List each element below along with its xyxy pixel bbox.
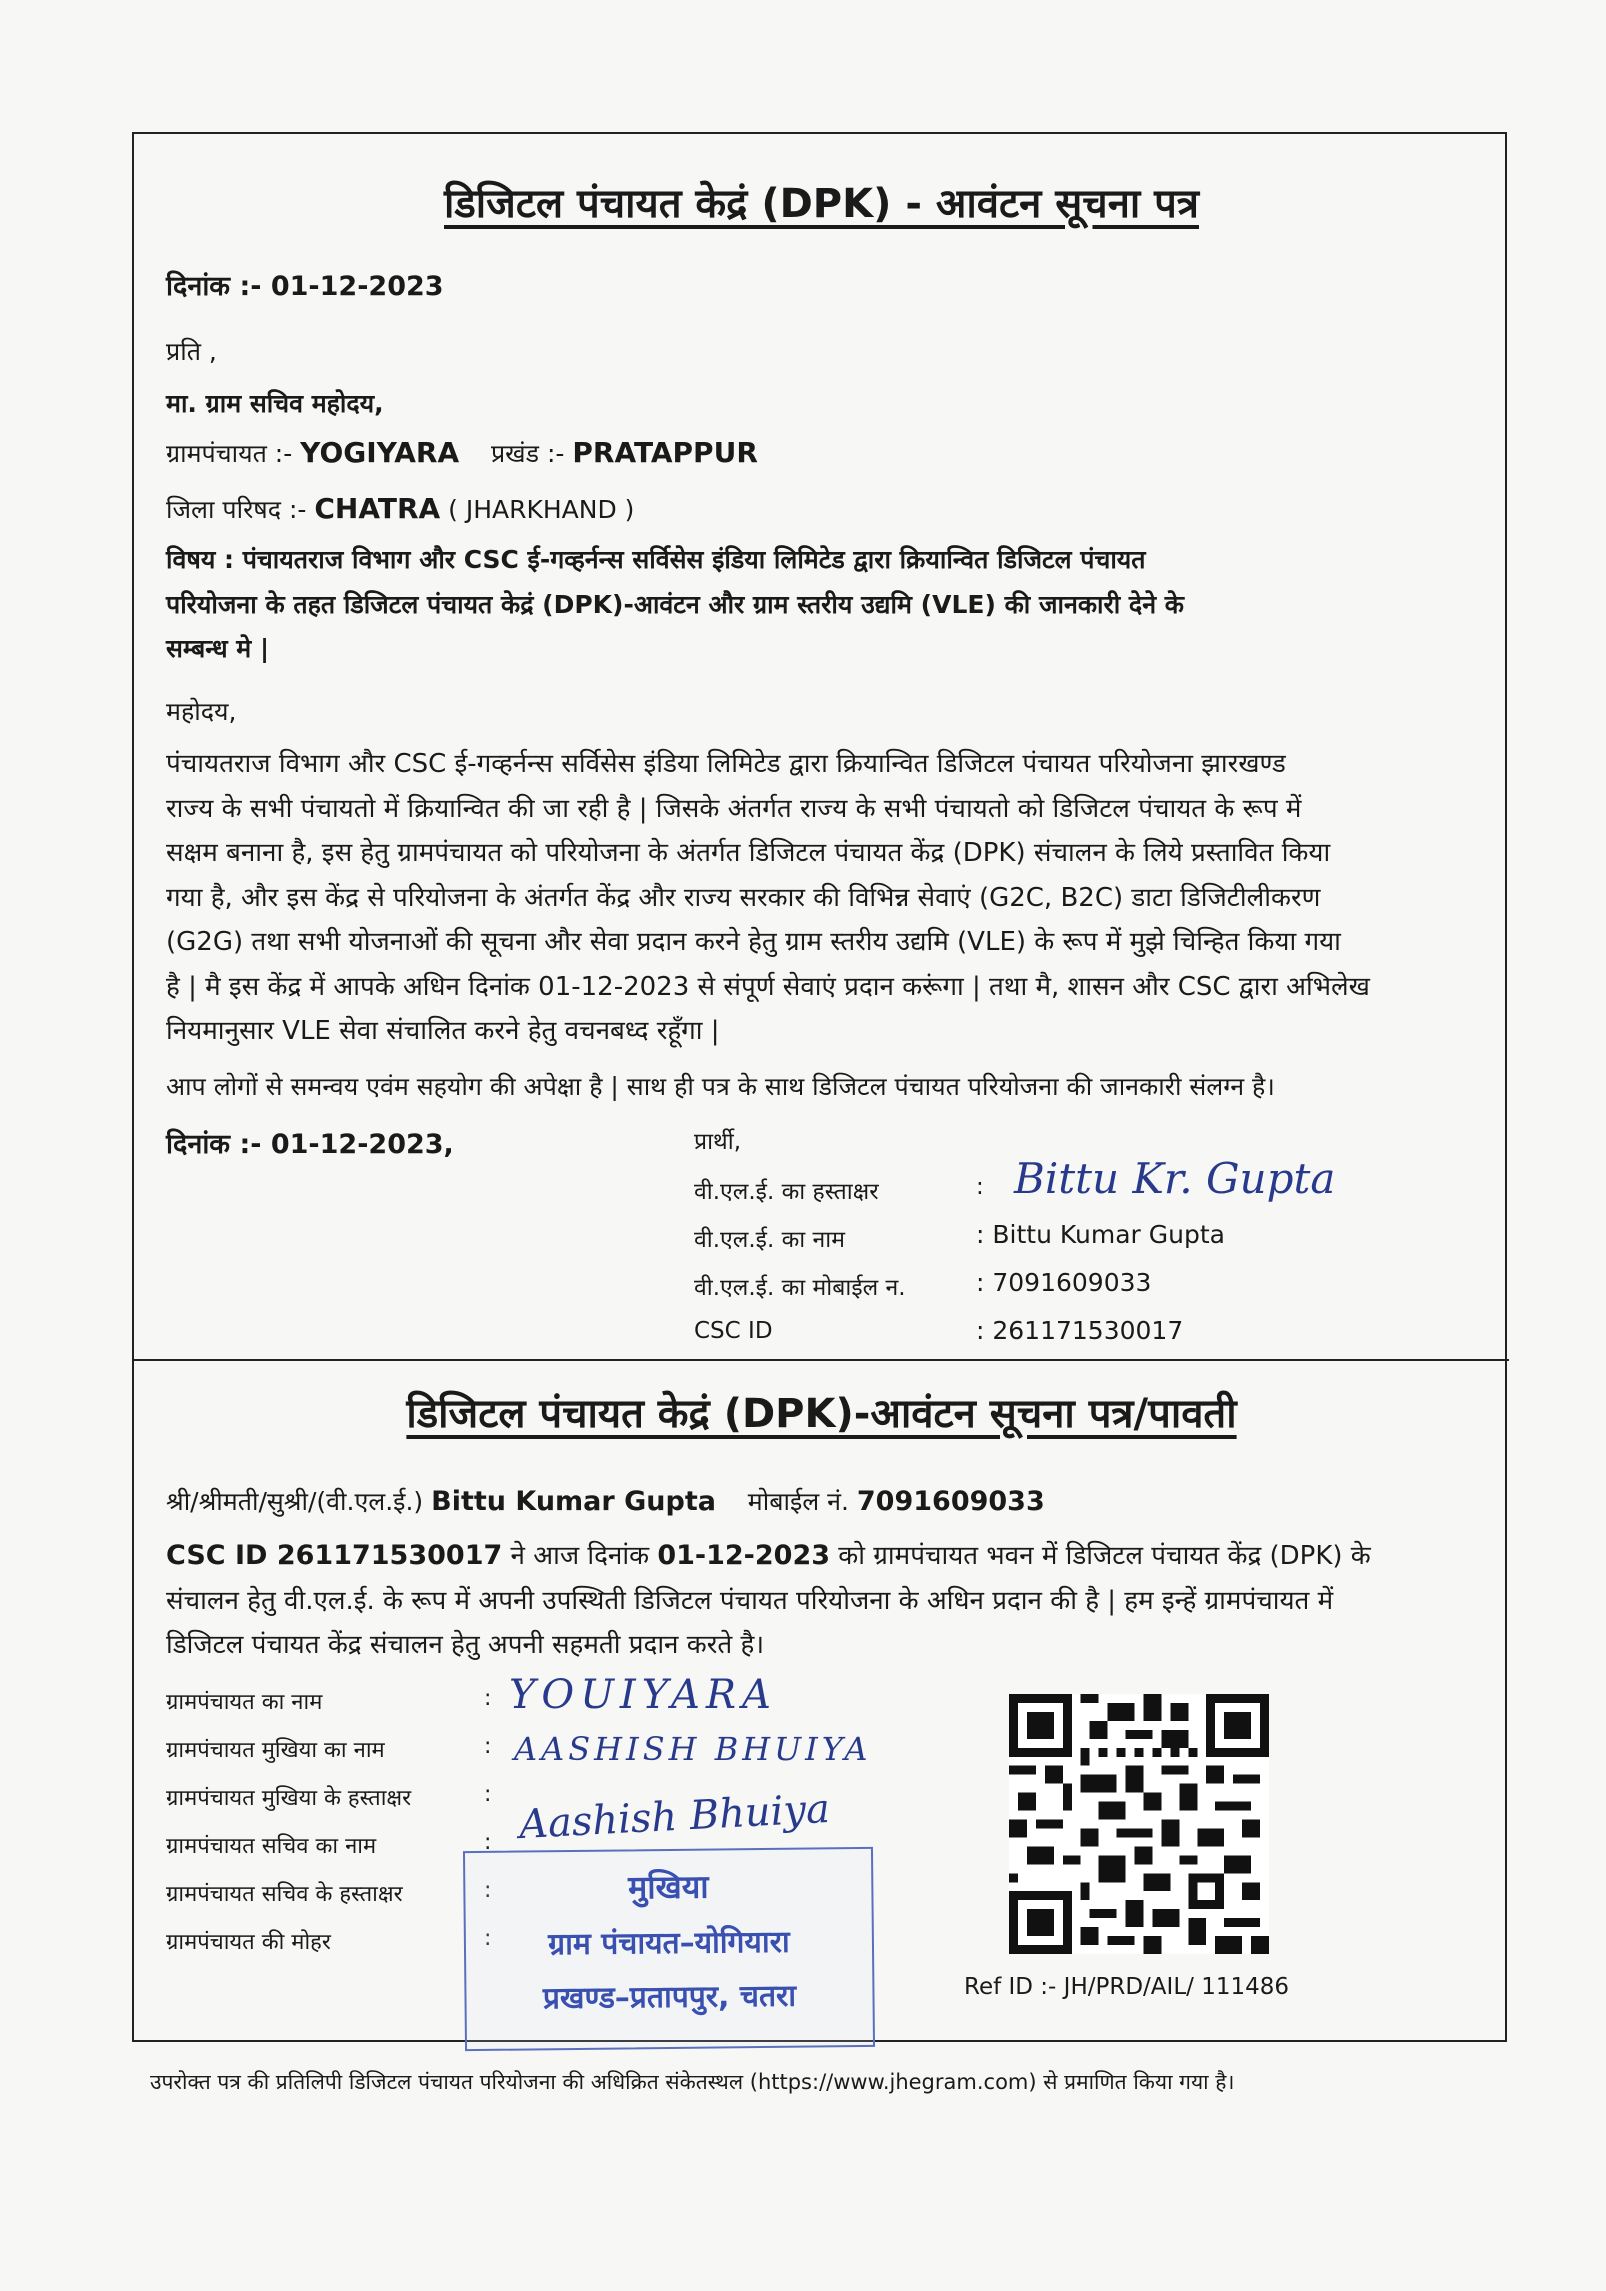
subject-line: सम्बन्ध मे |: [166, 634, 270, 663]
receipt-paragraph: [166, 1534, 1486, 1668]
receipt-csc-id: CSC ID 261171530017: [166, 1540, 503, 1571]
receipt-vle-line: [166, 1484, 1045, 1518]
gp-label: ग्रामपंचायत :-: [166, 439, 293, 468]
ref-id: Ref ID :- JH/PRD/AIL/ 111486: [964, 1974, 1289, 2000]
receipt-text: ने आज दिनांक: [510, 1541, 650, 1571]
to-line: प्रति ,: [166, 337, 217, 366]
body-line: गया है, और इस केंद्र से परियोजना के अंतर्गत केंद्र और राज्य सरकार की विभिन्न सेवाएं (G2C, B2C) डाटा डिजिटीलीकरण: [166, 882, 1321, 913]
receipt-line: [166, 1534, 1486, 1579]
field-label: ग्रामपंचायत मुखिया का नाम: [166, 1738, 385, 1763]
colon: :: [484, 1830, 492, 1855]
vle-name-value: : Bittu Kumar Gupta: [976, 1220, 1225, 1249]
gp-line: [166, 436, 758, 470]
district-value: CHATRA: [314, 492, 441, 525]
colon: :: [484, 1734, 492, 1759]
body-line: सक्षम बनाना है, इस हेतु ग्रामपंचायत को परियोजना के अंतर्गत डिजिटल पंचायत केंद्र (DPK) संचालन के लिये प्रस्तावित किया: [166, 838, 1331, 868]
district-line: [166, 492, 634, 526]
cooperation-line: आप लोगों से समन्वय एवंम सहयोग की अपेक्षा है | साथ ही पत्र के साथ डिजिटल पंचायत परियोजना की जानकारी संलग्न है।: [166, 1072, 1275, 1101]
receipt-vle-name: Bittu Kumar Gupta: [431, 1486, 716, 1517]
receipt-mobile-value: 7091609033: [856, 1486, 1045, 1517]
receipt-title: डिजिटल पंचायत केद्रं (DPK)-आवंटन सूचना पत्र/पावती: [406, 1391, 1237, 1437]
csc-value: : 261171530017: [976, 1316, 1184, 1345]
colon: :: [484, 1782, 492, 1807]
qr-code-icon: [1009, 1694, 1269, 1954]
block-label: प्रखंड :-: [490, 439, 565, 468]
receipt-line: डिजिटल पंचायत केंद्र संचालन हेतु अपनी सहमती प्रदान करते है।: [166, 1630, 765, 1660]
receipt-date: 01-12-2023: [657, 1540, 831, 1571]
notice-date: दिनांक :- 01-12-2023: [166, 271, 444, 302]
receipt-text: को ग्रामपंचायत भवन में डिजिटल पंचायत केंद्र (DPK) के: [838, 1541, 1371, 1571]
colon: :: [484, 1878, 492, 1903]
vle-sign-label: वी.एल.ई. का हस्ताक्षर: [694, 1179, 879, 1205]
colon: :: [484, 1686, 492, 1711]
gp-name-handwritten: YOUIYARA: [509, 1672, 777, 1718]
footer-note: उपरोक्त पत्र की प्रतिलिपी डिजिटल पंचायत परियोजना की अधिक्रित संकेतस्थल (https://www.jhegram.com) से प्रमाणित किया गया है।: [150, 2070, 1235, 2094]
block-value: PRATAPPUR: [572, 436, 758, 469]
stamp-line: प्रखण्ड–प्रतापपुर, चतरा: [542, 1978, 797, 2017]
field-label: ग्रामपंचायत का नाम: [166, 1690, 323, 1715]
body-line: (G2G) तथा सभी योजनाओं की सूचना और सेवा प्रदान करने हेतु ग्राम स्तरीय उद्यमि (VLE) के रूप में मुझे चिन्हित किया गया: [166, 927, 1341, 957]
colon: :: [484, 1926, 492, 1951]
receipt-line: संचालन हेतु वी.एल.ई. के रूप में अपनी उपस्थिती डिजिटल पंचायत परियोजना के अधिन प्रदान की है | हम इन्हें ग्रामपंचायत में: [166, 1585, 1334, 1616]
subject: [166, 539, 1486, 673]
salutation: महोदय,: [166, 697, 237, 726]
body-line: है | मै इस केंद्र में आपके अधिन दिनांक 01-12-2023 से संपूर्ण सेवाएं प्रदान करूंगा | तथा मै, शासन और CSC द्वारा अभिलेख: [166, 971, 1370, 1002]
document-frame: [132, 132, 1507, 2042]
notice-title: डिजिटल पंचायत केद्रं (DPK) - आवंटन सूचना पत्र: [444, 181, 1199, 227]
colon: :: [976, 1174, 984, 1200]
vle-name-label: वी.एल.ई. का नाम: [694, 1227, 846, 1253]
mukhiya-signature: Aashish Bhuiya: [518, 1785, 831, 1849]
field-label: ग्रामपंचायत की मोहर: [166, 1930, 331, 1955]
csc-label: CSC ID: [694, 1318, 773, 1344]
gp-value: YOGIYARA: [300, 436, 460, 469]
vle-prefix: श्री/श्रीमती/सुश्री/(वी.एल.ई.): [166, 1487, 424, 1516]
section-divider: [134, 1359, 1509, 1361]
sign-date: दिनांक :- 01-12-2023,: [166, 1129, 454, 1160]
district-label: जिला परिषद :-: [166, 495, 307, 524]
stamp-line: ग्राम पंचायत–योगियारा: [548, 1924, 790, 1963]
subject-line: परियोजना के तहत डिजिटल पंचायत केद्रं (DPK)-आवंटन और ग्राम स्तरीय उद्यमि (VLE) की जानकारी देने के: [166, 589, 1184, 619]
mukhiya-name-handwritten: AASHISH BHUIYA: [514, 1730, 872, 1768]
body-paragraph: [166, 742, 1486, 1054]
vle-mobile-value: : 7091609033: [976, 1268, 1152, 1297]
panchayat-seal: [463, 1847, 875, 2051]
field-label: ग्रामपंचायत मुखिया के हस्ताक्षर: [166, 1786, 412, 1811]
field-label: ग्रामपंचायत सचिव का नाम: [166, 1834, 377, 1859]
body-line: पंचायतराज विभाग और CSC ई-गव्हर्नन्स सर्विसेस इंडिया लिमिटेड द्वारा क्रियान्वित डिजिटल पंचायत परियोजना झारखण्ड: [166, 749, 1286, 779]
subject-line: विषय : पंचायतराज विभाग और CSC ई-गव्हर्नन्स सर्विसेस इंडिया लिमिटेड द्वारा क्रियान्वित डिजिटल पंचायत: [166, 545, 1146, 574]
vle-mobile-label: वी.एल.ई. का मोबाईल न.: [694, 1275, 906, 1301]
field-label: ग्रामपंचायत सचिव के हस्ताक्षर: [166, 1882, 403, 1907]
addressee: मा. ग्राम सचिव महोदय,: [166, 389, 384, 418]
body-line: राज्य के सभी पंचायतो में क्रियान्वित की जा रही है | जिसके अंतर्गत राज्य के सभी पंचायतो को डिजिटल पंचायत के रूप में: [166, 793, 1302, 824]
body-line: नियमानुसार VLE सेवा संचालित करने हेतु वचनबध्द रहूँगा |: [166, 1016, 720, 1046]
stamp-line: मुखिया: [627, 1867, 709, 1907]
applicant-label: प्रार्थी,: [694, 1129, 742, 1155]
state-value: ( JHARKHAND ): [448, 495, 635, 524]
vle-signature: Bittu Kr. Gupta: [1014, 1154, 1336, 1203]
receipt-mobile-label: मोबाईल नं.: [747, 1487, 849, 1516]
